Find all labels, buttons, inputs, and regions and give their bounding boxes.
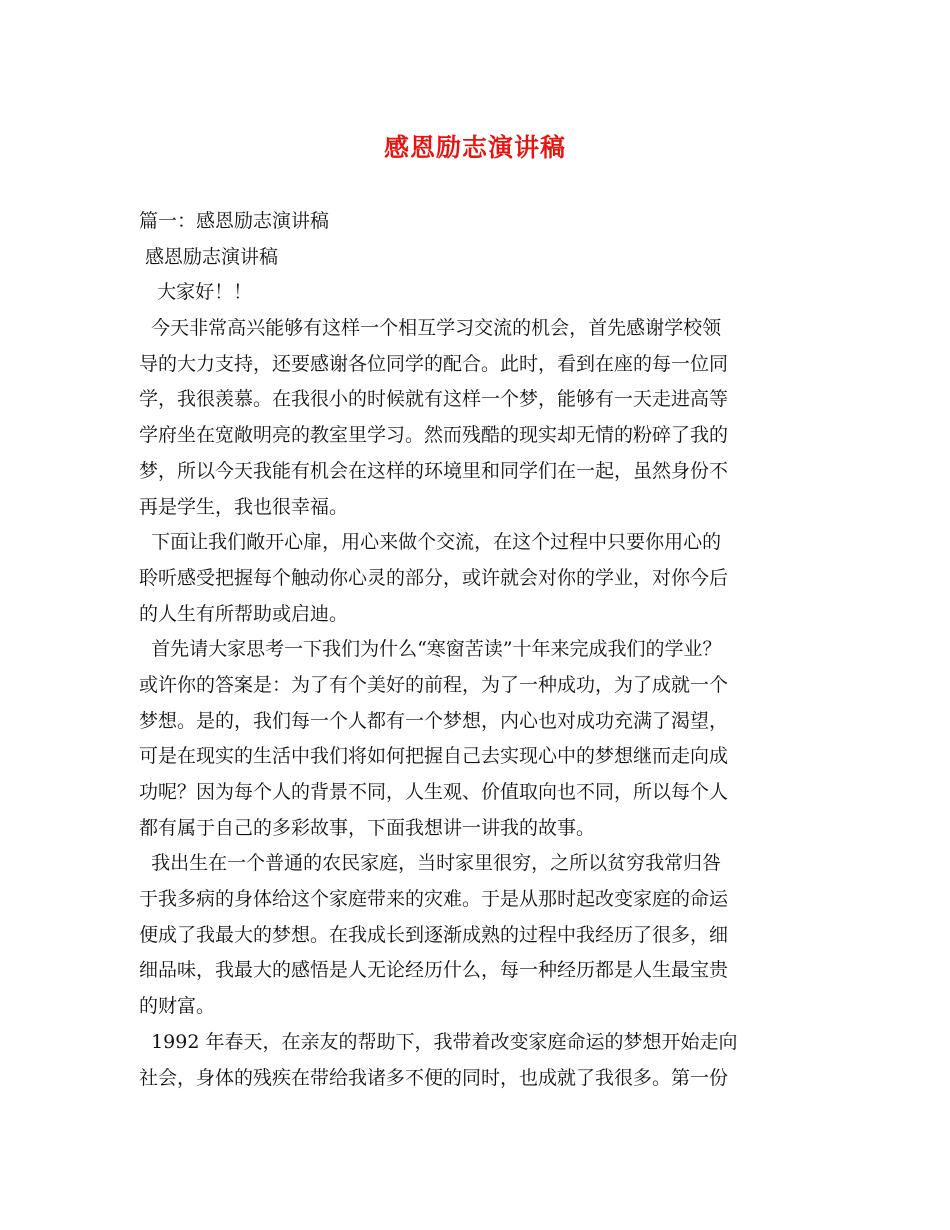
text-line: 再是学生，我也很幸福。 (139, 495, 349, 518)
text-line: 今天非常高兴能够有这样一个相互学习交流的机会，首先感谢学校领 (139, 317, 722, 340)
text-line: 社会，身体的残疾在带给我诸多不便的同时，也成就了我很多。第一份 (139, 1066, 729, 1089)
text-line: 细品味，我最大的感悟是人无论经历什么，每一种经历都是人生最宝贵 (139, 959, 729, 982)
text-line: 梦想。是的，我们每一个人都有一个梦想，内心也对成功充满了渴望， (139, 709, 729, 732)
text-line: 首先请大家思考一下我们为什么“寒窗苦读”十年来完成我们的学业？ (139, 638, 722, 661)
text-line: 聆听感受把握每个触动你心灵的部分，或许就会对你的学业，对你今后 (139, 566, 729, 589)
text-line: 大家好！！ (139, 281, 253, 304)
text-line: 下面让我们敞开心扉，用心来做个交流，在这个过程中只要你用心的 (139, 531, 722, 554)
text-line: 1992 年春天，在亲友的帮助下，我带着改变家庭命运的梦想开始走向 (139, 1030, 738, 1053)
text-line: 学，我很羡慕。在我很小的时候就有这样一个梦，能够有一天走进高等 (139, 388, 729, 411)
text-line: 或许你的答案是：为了有个美好的前程，为了一种成功，为了成就一个 (139, 673, 729, 696)
text-line: 我出生在一个普通的农民家庭，当时家里很穷，之所以贫穷我常归咎 (139, 852, 722, 875)
text-line: 导的大力支持，还要感谢各位同学的配合。此时，看到在座的每一位同 (139, 352, 729, 375)
text-line: 梦，所以今天我能有机会在这样的环境里和同学们在一起，虽然身份不 (139, 459, 729, 482)
text-line: 的人生有所帮助或启迪。 (139, 602, 349, 625)
text-line: 的财富。 (139, 995, 216, 1018)
text-line: 功呢？因为每个人的背景不同，人生观、价值取向也不同，所以每个人 (139, 781, 729, 803)
text-line: 便成了我最大的梦想。在我成长到逐渐成熟的过程中我经历了很多，细 (139, 923, 729, 946)
text-line: 篇一：感恩励志演讲稿 (139, 210, 330, 232)
text-line: 都有属于自己的多彩故事，下面我想讲一讲我的故事。 (139, 816, 596, 839)
text-line: 于我多病的身体给这个家庭带来的灾难。于是从那时起改变家庭的命运 (139, 888, 729, 911)
text-line: 可是在现实的生活中我们将如何把握自己去实现心中的梦想继而走向成 (139, 745, 729, 768)
text-line: 学府坐在宽敞明亮的教室里学习。然而残酷的现实却无情的粉碎了我的 (139, 424, 729, 447)
document-body (139, 204, 829, 1096)
text-line: 感恩励志演讲稿 (139, 245, 279, 268)
document-title: 感恩励志演讲稿 (383, 133, 566, 162)
